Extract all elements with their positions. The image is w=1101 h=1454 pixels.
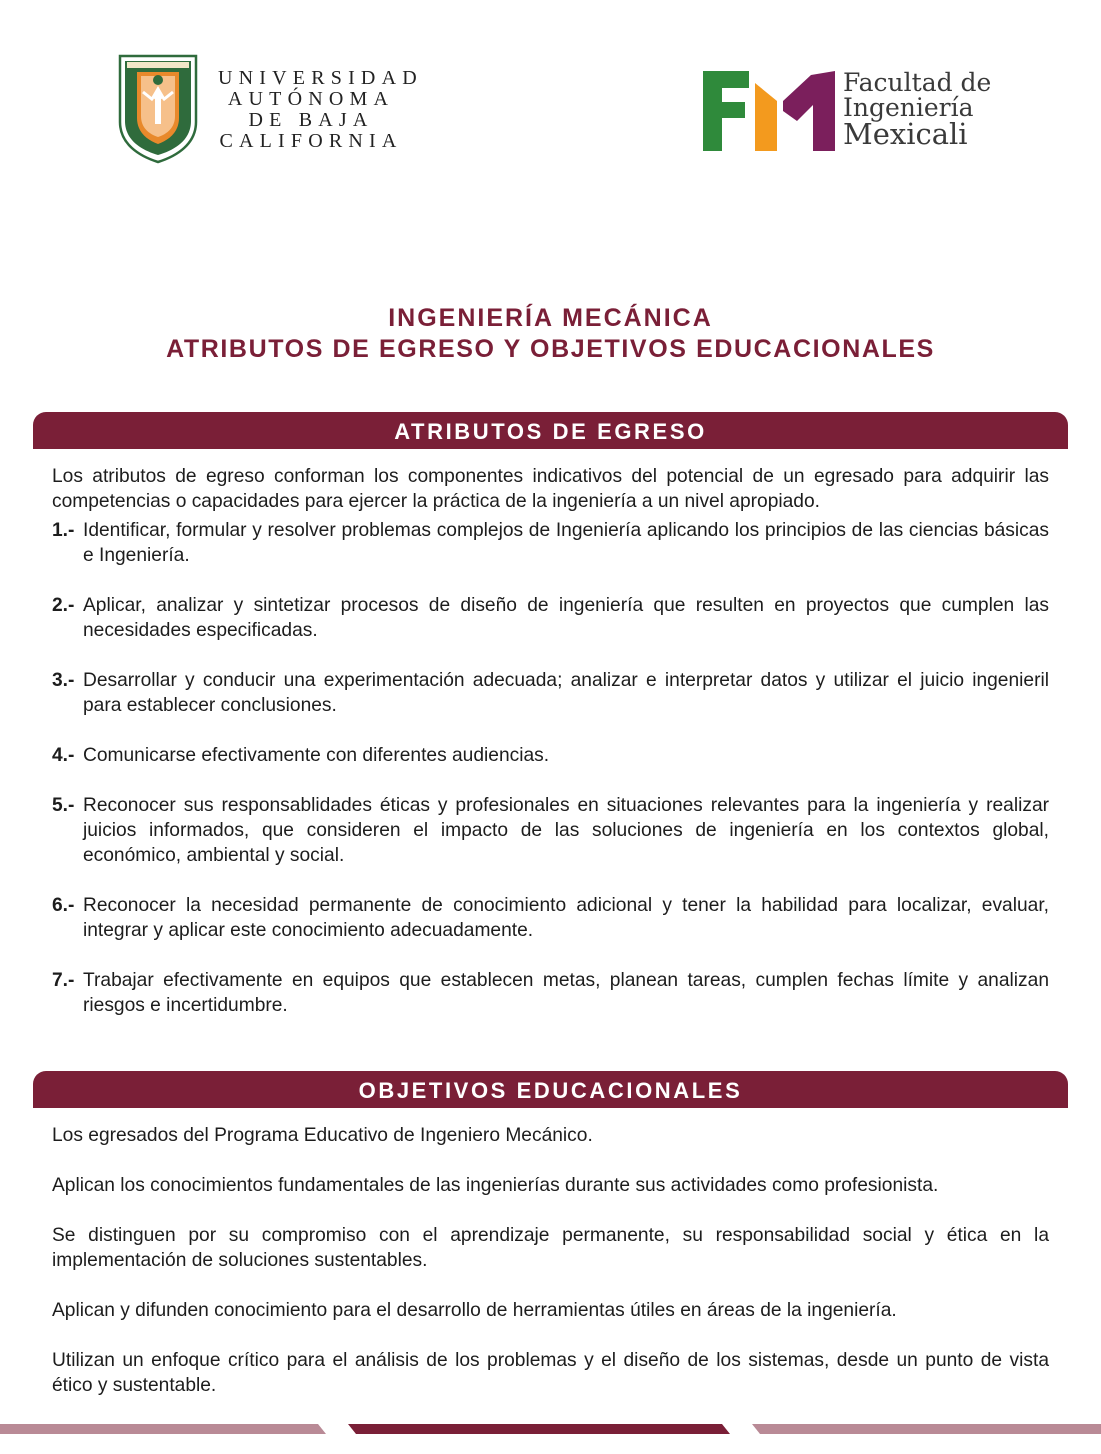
objective-paragraph: Los egresados del Programa Educativo de Ingeniero Mecánico.	[52, 1125, 593, 1146]
item-number: 4.-	[52, 745, 75, 766]
footer-stripe-center	[348, 1424, 730, 1434]
footer-decoration	[0, 1420, 1101, 1440]
program-title: INGENIERÍA MECÁNICA	[388, 304, 713, 332]
uabc-seal-icon	[117, 52, 199, 164]
objective-paragraph: Aplican y difunden conocimiento para el desarrollo de herramientas útiles en áreas de la ingeniería.	[52, 1300, 897, 1321]
objectives-section-header: OBJETIVOS EDUCACIONALES	[33, 1071, 1068, 1108]
uabc-name-line: DE BAJA	[248, 109, 374, 131]
list-item	[52, 743, 1049, 768]
fim-name-line: Mexicali	[843, 117, 968, 151]
objective-paragraph: Se distinguen por su compromiso con el aprendizaje permanente, su responsabilidad social y ética en la implementación de soluciones sustentables.	[52, 1225, 1049, 1271]
footer-stripe-left	[0, 1424, 326, 1434]
item-number: 1.-	[52, 520, 75, 541]
item-text: Trabajar efectivamente en equipos que establecen metas, planean tareas, cumplen fechas límite y analizan riesgos e incertidumbre.	[83, 970, 1049, 1016]
objectives-section	[52, 1123, 1049, 1423]
document-title: ATRIBUTOS DE EGRESO Y OBJETIVOS EDUCACIONALES	[166, 335, 935, 363]
item-number: 5.-	[52, 795, 75, 816]
fim-name-line: Facultad de	[843, 68, 992, 97]
list-item	[52, 968, 1049, 1018]
uabc-logo	[117, 52, 423, 167]
list-item	[52, 893, 1049, 943]
fim-name-line: Ingeniería	[843, 93, 974, 122]
uabc-name-line: UNIVERSIDAD	[218, 67, 423, 89]
item-text: Identificar, formular y resolver problemas complejos de Ingeniería aplicando los principios de las ciencias básicas e Ingeniería.	[83, 520, 1049, 566]
objective-paragraph: Utilizan un enfoque crítico para el análisis de los problemas y el diseño de los sistemas, desde un punto de vista ético y sustentable.	[52, 1350, 1049, 1396]
item-text: Reconocer sus responsablidades éticas y profesionales en situaciones relevantes para la ingeniería y realizar juicios informados, que consideren el impacto de las soluciones de ingeniería en los contextos global, económico, ambiental y social.	[83, 795, 1049, 866]
item-text: Desarrollar y conducir una experimentación adecuada; analizar e interpretar datos y utilizar el juicio ingenieril para establecer conclusiones.	[83, 670, 1049, 716]
uabc-name-line: CALIFORNIA	[219, 130, 403, 152]
attributes-list	[52, 518, 1049, 1018]
footer-stripe-right	[752, 1424, 1101, 1434]
attributes-section-header: ATRIBUTOS DE EGRESO	[33, 412, 1068, 449]
item-number: 3.-	[52, 670, 75, 691]
page-title	[0, 303, 1101, 365]
item-number: 7.-	[52, 970, 75, 991]
item-number: 2.-	[52, 595, 75, 616]
list-item	[52, 668, 1049, 718]
attributes-intro: Los atributos de egreso conforman los componentes indicativos del potencial de un egresado para adquirir las competencias o capacidades para ejercer la práctica de la ingeniería a un nivel apropiado.	[52, 466, 1049, 512]
objective-paragraph: Aplican los conocimientos fundamentales de las ingenierías durante sus actividades como profesionista.	[52, 1175, 939, 1196]
uabc-name-line: AUTÓNOMA	[227, 88, 395, 110]
item-text: Reconocer la necesidad permanente de conocimiento adicional y tener la habilidad para localizar, evaluar, integrar y aplicar este conocimiento adecuadamente.	[83, 895, 1049, 941]
list-item	[52, 518, 1049, 568]
fim-logo	[703, 70, 1003, 152]
list-item	[52, 793, 1049, 868]
attributes-section	[52, 464, 1049, 1043]
item-number: 6.-	[52, 895, 75, 916]
fim-letters-icon	[703, 71, 835, 151]
item-text: Aplicar, analizar y sintetizar procesos de diseño de ingeniería que resulten en proyectos que cumplen las necesidades especificadas.	[83, 595, 1049, 641]
item-text: Comunicarse efectivamente con diferentes audiencias.	[83, 745, 550, 766]
list-item	[52, 593, 1049, 643]
